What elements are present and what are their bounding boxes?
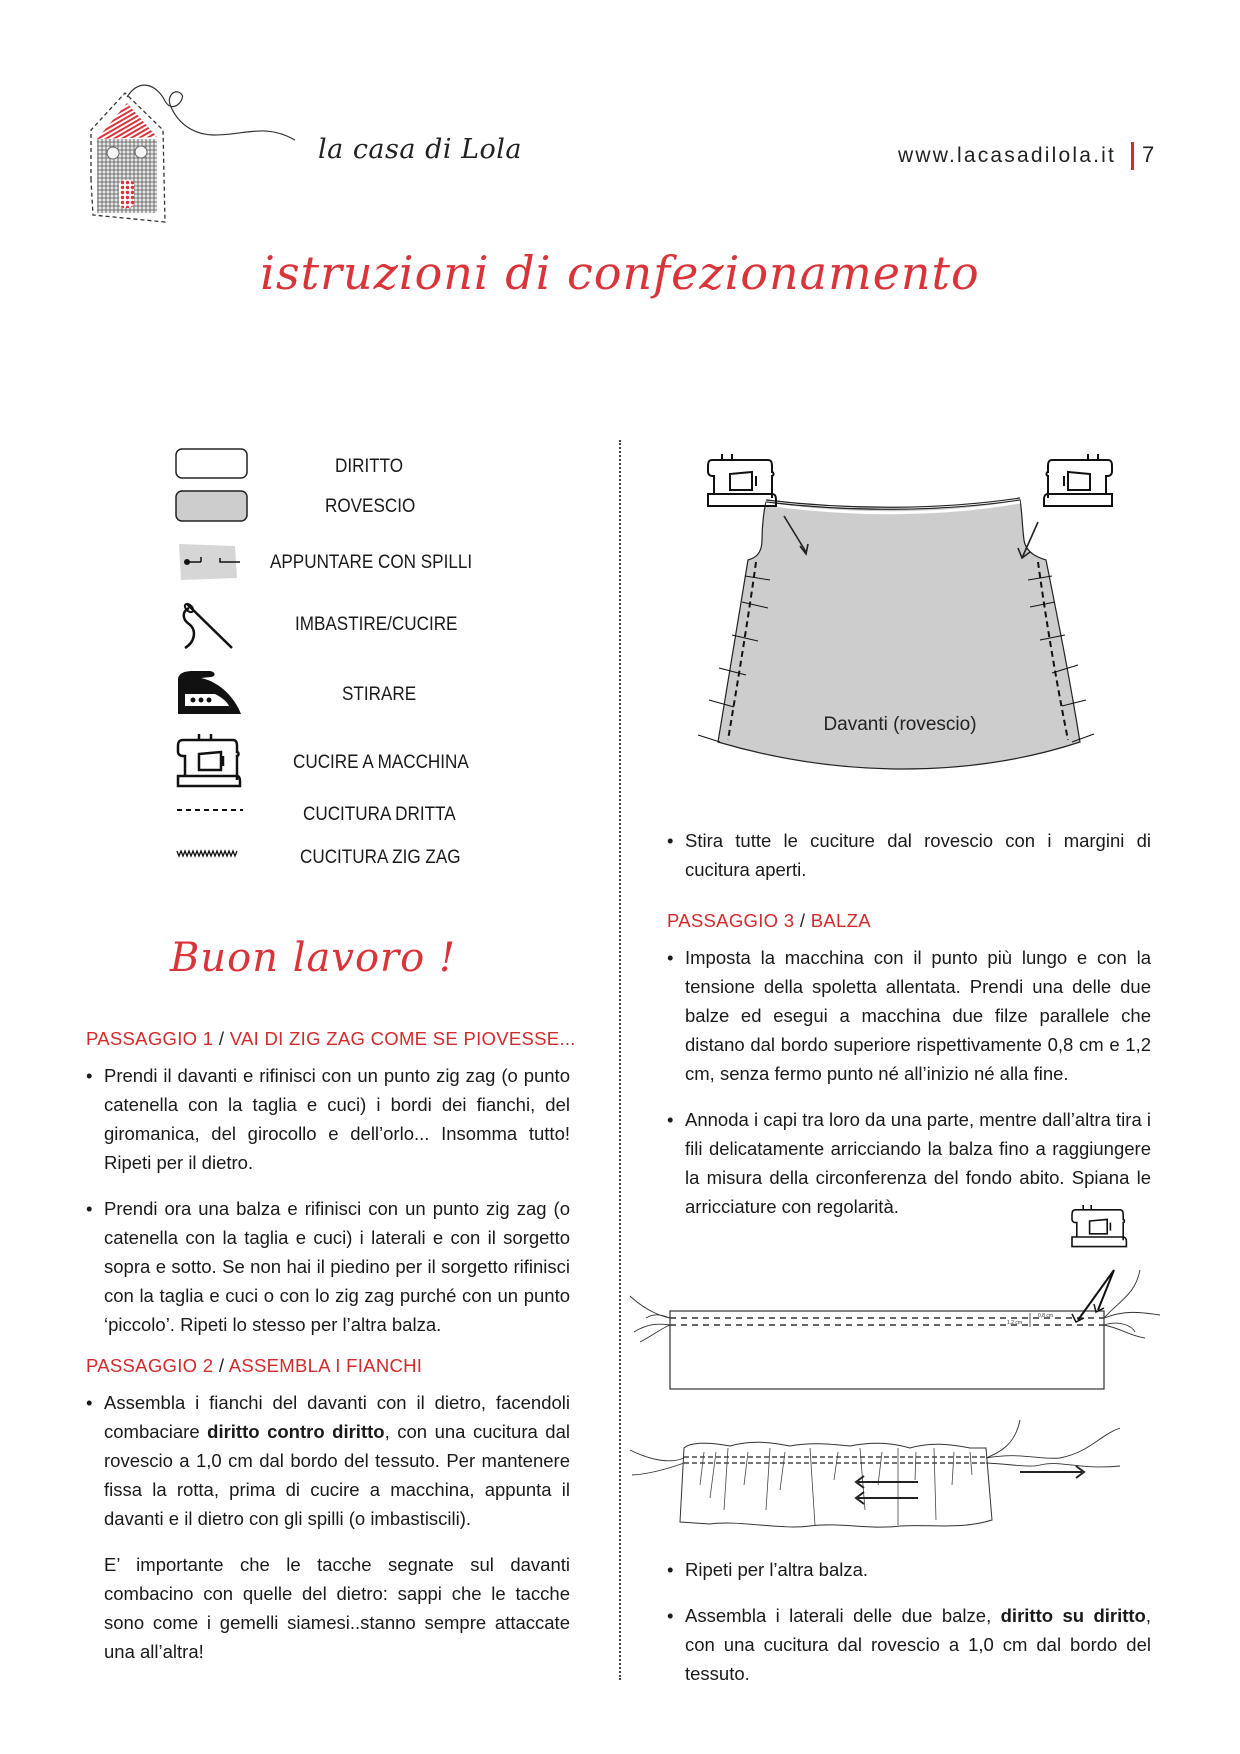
- measurement-label: 0,8 cm: [1038, 1313, 1054, 1319]
- step-prefix: PASSAGGIO 1: [86, 1028, 214, 1049]
- step-2-note: [86, 1550, 570, 1666]
- right-column-final: [667, 1555, 1151, 1688]
- body-text: Ripeti per l’altra balza.: [685, 1559, 869, 1580]
- sewing-machine-icon-right: [1044, 454, 1112, 506]
- final-bullet-2: [667, 1601, 1151, 1688]
- rovescio-swatch-icon: [175, 490, 250, 530]
- body-text: E’ importante che le tacche segnate sul davanti combacino con quelle del dietro: sappi che le tacche sono come i gemelli siamesi..stanno sempre attaccate una all’altra!: [104, 1554, 570, 1662]
- step-title: BALZA: [810, 910, 871, 931]
- zigzag-stitch-icon: [175, 845, 250, 885]
- pin-icon: [175, 542, 250, 582]
- legend-label: CUCITURA DRITTA: [303, 804, 456, 825]
- body-text: , con una cucitura dal rovescio a 1,0 cm dal bordo del tessuto.: [685, 1605, 1151, 1684]
- iron-icon: [175, 668, 250, 708]
- page-title: istruzioni di confezionamento: [260, 246, 980, 300]
- right-column-step-3: [667, 906, 1151, 1221]
- body-text: Assembla i laterali delle due balze,: [685, 1605, 1001, 1626]
- right-column-press: [667, 826, 1151, 884]
- step-separator: /: [218, 1355, 225, 1376]
- body-text: Imposta la macchina con il punto più lungo e con la tensione della spoletta allentata. Prendi una delle due balze ed esegui a macchina due filze parallele che distano dal bordo superiore rispettivamente 0,8 cm e 1,2 cm, senza fermo punto né all’inizio né alla fine.: [685, 947, 1151, 1084]
- step-1-bullet-2: [86, 1194, 570, 1339]
- legend-item-appuntare: [175, 542, 505, 582]
- legend-item-cucitura-dritta: [175, 800, 505, 840]
- legend-label: APPUNTARE CON SPILLI: [270, 552, 473, 573]
- final-bullet-1: [667, 1555, 1151, 1584]
- body-text: Prendi ora una balza e rifinisci con un punto zig zag (o catenella con la taglia e cuci) i laterali e con il sorgetto sopra e sotto. Se non hai il piedino per il sorgetto rifinisci con la taglia e cuci o con lo zig zag purché con un punto ‘piccolo’. Ripeti lo stesso per l’altra balza.: [104, 1198, 570, 1335]
- page-number: 7: [1142, 142, 1155, 167]
- gathered-ruffle-diagram: [620, 1390, 1180, 1540]
- step-3-bullet-1: [667, 943, 1151, 1088]
- step-title: VAI DI ZIG ZAG COME SE PIOVESSE...: [229, 1028, 576, 1049]
- step-prefix: PASSAGGIO 2: [86, 1355, 214, 1376]
- sewing-machine-icon: [1072, 1205, 1126, 1247]
- legend-item-cucitura-zigzag: [175, 845, 505, 885]
- step-2-heading: [86, 1351, 570, 1380]
- left-column: [86, 1024, 576, 1666]
- legend-item-imbastire: [175, 600, 505, 650]
- body-text: Annoda i capi tra loro da una parte, mentre dall’altra tira i fili delicatamente arricciando la balza fino a raggiungere la misura della circonferenza del fondo abito. Spiana le arricciature con regolarità.: [685, 1109, 1151, 1217]
- legend-item-stirare: [175, 668, 505, 718]
- closing-greeting: Buon lavoro !: [170, 935, 457, 981]
- diritto-swatch-icon: [175, 448, 250, 488]
- emphasis-text: diritto su diritto: [1000, 1605, 1146, 1626]
- sewing-machine-icon-left: [708, 454, 776, 506]
- step-1-body: [86, 1061, 570, 1339]
- step-2-bullet-1: [86, 1388, 570, 1533]
- emphasis-text: diritto contro diritto: [207, 1421, 385, 1442]
- legend-label: CUCITURA ZIG ZAG: [300, 847, 461, 868]
- step-prefix: PASSAGGIO 3: [667, 910, 795, 931]
- press-instruction: • Stira tutte le cuciture dal rovescio con i margini di cucitura aperti.: [667, 826, 1151, 884]
- step-3-heading: [667, 906, 1151, 935]
- sewing-machine-icon: [175, 730, 250, 770]
- website-link[interactable]: www.lacasadilola.it: [898, 144, 1117, 167]
- front-diagram-label: Davanti (rovescio): [823, 714, 977, 735]
- legend-label: DIRITTO: [335, 456, 404, 477]
- step-1-bullet-1: [86, 1061, 570, 1177]
- legend-label: IMBASTIRE/CUCIRE: [295, 614, 458, 635]
- step-3-body: [667, 943, 1151, 1221]
- ruffle-stitching-diagram: [620, 1200, 1180, 1390]
- page-number-separator: [1131, 142, 1134, 170]
- legend-label: ROVESCIO: [325, 496, 416, 517]
- step-2-body: [86, 1388, 570, 1666]
- step-separator: /: [799, 910, 806, 931]
- body-text: Prendi il davanti e rifinisci con un punto zig zag (o punto catenella con la taglia e cuci) i bordi dei fianchi, del giromanica, del girocollo e dell’orlo... Insomma tutto! Ripeti per il dietro.: [104, 1065, 570, 1173]
- step-title: ASSEMBLA I FIANCHI: [228, 1355, 423, 1376]
- body-text: Assembla i fianchi del davanti con il dietro, facendoli combaciare: [104, 1392, 570, 1442]
- front-piece-diagram: [700, 450, 1120, 750]
- brand-name: la casa di Lola: [318, 134, 522, 165]
- legend-label: STIRARE: [342, 684, 417, 705]
- legend-label: CUCIRE A MACCHINA: [293, 752, 469, 773]
- legend-item-rovescio: [175, 490, 505, 530]
- step-separator: /: [218, 1028, 225, 1049]
- pull-right-arrow: [1020, 1466, 1084, 1478]
- measurement-label: 1,2 cm: [1006, 1320, 1022, 1326]
- needle-icon: [175, 600, 250, 640]
- legend-item-macchina: [175, 730, 505, 790]
- legend-item-diritto: [175, 448, 505, 488]
- step-1-heading: [86, 1024, 576, 1053]
- straight-stitch-icon: [175, 800, 250, 840]
- body-text: , con una cucitura dal rovescio a 1,0 cm dal bordo del tessuto. Per mantenere fissa la rotta, prima di cucire a macchina, appunta il davanti e il dietro con gli spilli (o imbastiscili).: [104, 1421, 570, 1529]
